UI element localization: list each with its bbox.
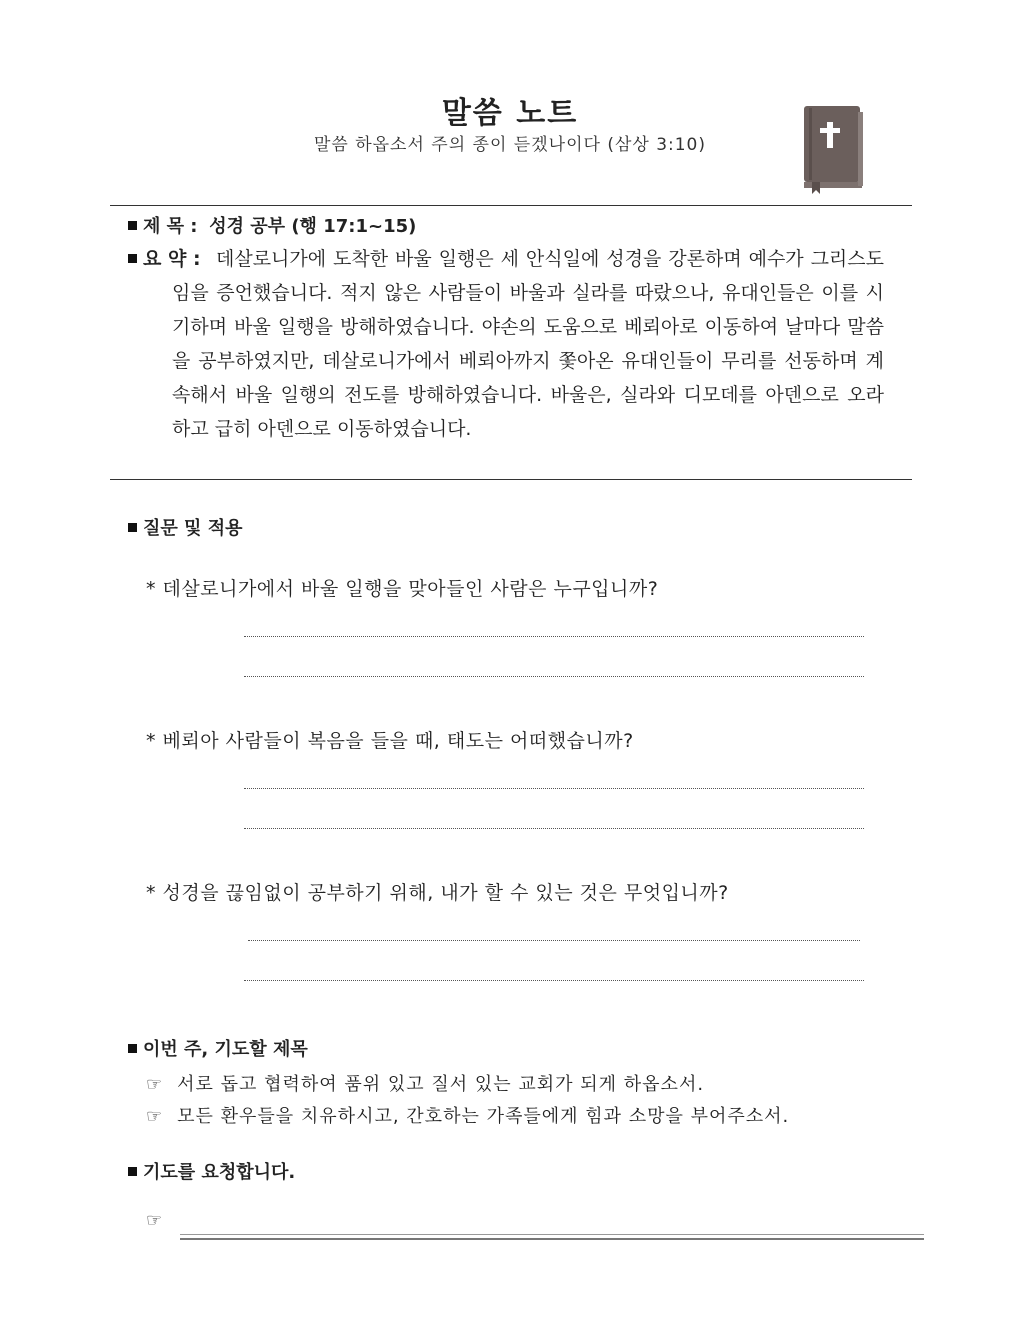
answer-line[interactable] bbox=[244, 676, 864, 677]
bullet-square-icon bbox=[128, 1167, 137, 1176]
summary-text: 데살로니가에 도착한 바울 일행은 세 안식일에 성경을 강론하며 예수가 그리스도임을 증언했습니다. 적지 않은 사람들이 바울과 실라를 따랐으나, 유대인들은 이를 시기하며 바울 일행을 방해하였습니다. 야손의 도움으로 베뢰아로 이동하여 날마다 말씀을 공부하였지만, 데살로니가에서 베뢰아까지 쫓아온 유대인들이 무리를 선동하며 계속해서 바울 일행의 전도를 방해하였습니다. 바울은, 실라와 디모데를 아덴으로 오라 하고 급히 아덴으로 이동하였습니다. bbox=[172, 248, 884, 440]
prayer-topic-text: 서로 돕고 협력하여 품위 있고 질서 있는 교회가 되게 하옵소서. bbox=[177, 1074, 705, 1095]
bullet-square-icon bbox=[128, 523, 137, 532]
prayer-topic-text: 모든 환우들을 치유하시고, 간호하는 가족들에게 힘과 소망을 부어주소서. bbox=[177, 1106, 790, 1127]
questions-heading bbox=[128, 514, 242, 540]
subject-row bbox=[128, 212, 416, 238]
prayer-topics-heading-text: 이번 주, 기도할 제목 bbox=[143, 1039, 308, 1060]
subject-value: 성경 공부 (행 17:1~15) bbox=[209, 216, 417, 237]
pointing-hand-icon: ☞ bbox=[146, 1074, 164, 1095]
top-divider bbox=[110, 205, 912, 206]
answer-line[interactable] bbox=[244, 980, 864, 981]
bullet-square-icon bbox=[128, 1044, 137, 1053]
bible-book-icon bbox=[800, 104, 866, 194]
prayer-request-line[interactable] bbox=[180, 1234, 924, 1240]
prayer-request-heading bbox=[128, 1158, 295, 1184]
prayer-topic-2 bbox=[146, 1102, 789, 1128]
prayer-topics-heading bbox=[128, 1035, 308, 1061]
prayer-request-heading-text: 기도를 요청합니다. bbox=[143, 1162, 296, 1183]
question-2: * 베뢰아 사람들이 복음을 들을 때, 태도는 어떠했습니까? bbox=[146, 730, 634, 752]
answer-line[interactable] bbox=[244, 636, 864, 637]
pointing-hand-icon: ☞ bbox=[146, 1106, 164, 1127]
answer-line[interactable] bbox=[244, 788, 864, 789]
page-subtitle: 말씀 하옵소서 주의 종이 듣겠나이다 (삼상 3:10) bbox=[313, 135, 707, 155]
question-1: * 데살로니가에서 바울 일행을 맞아들인 사람은 누구입니까? bbox=[146, 578, 659, 600]
prayer-topic-1 bbox=[146, 1070, 704, 1096]
summary-divider bbox=[110, 479, 912, 480]
question-3: * 성경을 끊임없이 공부하기 위해, 내가 할 수 있는 것은 무엇입니까? bbox=[146, 882, 729, 904]
answer-line[interactable] bbox=[248, 940, 860, 941]
bullet-square-icon bbox=[128, 221, 137, 230]
questions-heading-text: 질문 및 적용 bbox=[143, 518, 243, 539]
summary-label: 요 약 : bbox=[143, 248, 201, 270]
answer-line[interactable] bbox=[244, 828, 864, 829]
subject-label: 제 목 : bbox=[143, 216, 198, 237]
page-title: 말씀 노트 bbox=[441, 96, 579, 131]
prayer-request-bullet: ☞ bbox=[146, 1210, 164, 1231]
